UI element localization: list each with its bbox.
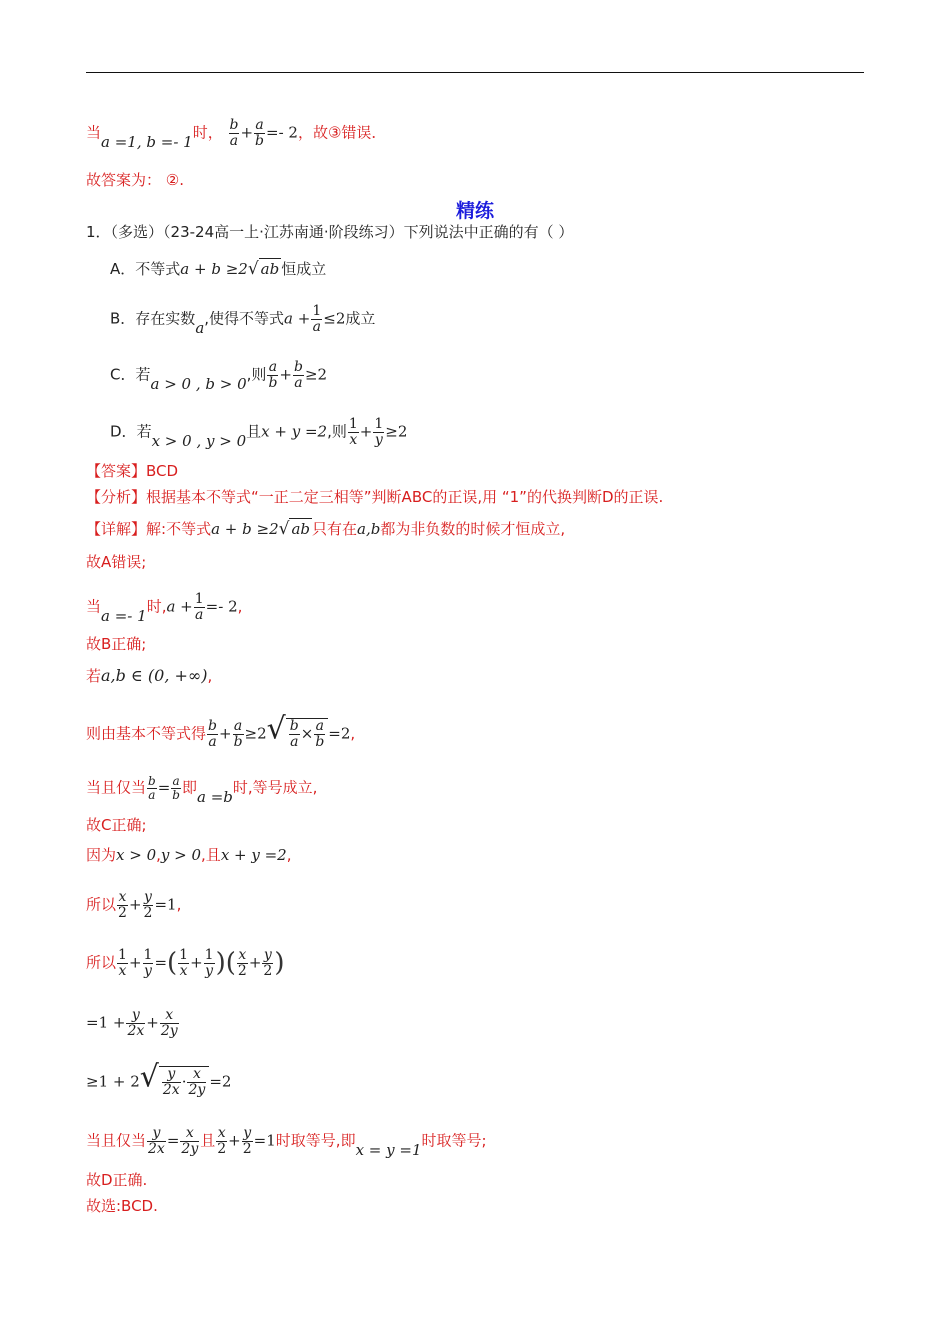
detail-line-12: =1 + $\frac{y}{2x}$ + $\frac{x}{2y}$ [86, 1007, 178, 1039]
detail-l1-ab: a,b [357, 520, 381, 538]
detail-line-11: 所以 $\frac{1}{x}$ + $\frac{1}{y}$ =( $\frac{1}{x}$ + $\frac{1}{y}$ )( $\frac{x}{2}$ + $\frac{y}{2}$ ) [86, 947, 285, 979]
detail-line-8: 故C正确; [86, 816, 147, 834]
frac-a-b: $\frac{a}{b}$ [255, 117, 265, 149]
detail-l6-b: , [350, 724, 356, 743]
top-case-line: 当a =1, b =- 1时， $\frac{b}{a}$ + $\frac{a}{b}$ =- 2，故③错误． [86, 117, 387, 151]
detail-l14-f: 时取等号; [421, 1131, 487, 1150]
frac-y-2x: $\frac{y}{2x}$ [148, 1125, 165, 1157]
option-d-text1: 若 [136, 422, 152, 441]
detail-l5-b: , [207, 667, 213, 685]
detail-l9-c1: , [156, 846, 161, 864]
detail-line-13: ≥1 + 2√ $\frac{y}{2x}$ · $\frac{x}{2y}$ =2 [86, 1059, 232, 1098]
detail-l6-a: 则由基本不等式得 [86, 724, 207, 743]
option-b-text2: ,使得不等式 [204, 309, 285, 328]
detail-l6-radicand: $\frac{b}{a}$ × $\frac{a}{b}$ [286, 718, 329, 749]
detail-line-15: 故D正确. [86, 1171, 148, 1189]
detail-line-4: 故B正确; [86, 635, 147, 653]
detail-l14-d: 时取等号,即 [275, 1131, 356, 1150]
option-b-text3: 成立 [345, 309, 376, 328]
frac-1-y: $\frac{1}{y}$ [374, 416, 384, 448]
option-c-text1: 若 [135, 365, 151, 384]
detail-l9-a: 因为 [86, 846, 117, 864]
detail-l6-m: ≥2 [244, 724, 267, 743]
detail-line-1: 【详解】解:不等式a + b ≥2√ ab 只有在a,b都为非负数的时候才恒成立, [86, 519, 566, 539]
frac-1-a: $\frac{1}{a}$ [194, 591, 204, 623]
detail-line-6: 则由基本不等式得 $\frac{b}{a}$ + $\frac{a}{b}$ ≥2√ $\frac{b}{a}$ × $\frac{a}{b}$ =2, [86, 711, 356, 750]
frac-b-a: $\frac{b}{a}$ [293, 359, 303, 391]
detail-l14-e: x = y =1 [355, 1140, 422, 1159]
detail-l7-b: 即 [181, 778, 197, 797]
option-a-math: a + b ≥2 [180, 260, 248, 278]
detail-l3-b: 时, [146, 597, 167, 616]
option-d-text3: ,则 [327, 422, 347, 441]
answer-value: BCD [146, 462, 179, 480]
frac-1-a: $\frac{1}{a}$ [312, 303, 322, 335]
frac-b-a: $\frac{b}{a}$ [208, 718, 217, 750]
frac-b-a: $\frac{b}{a}$ [148, 774, 156, 802]
answer-label: 【答案】 [86, 462, 147, 480]
detail-l14-a: 当且仅当 [86, 1131, 147, 1150]
option-a-text2: 恒成立 [281, 260, 327, 278]
option-b-var: a [195, 318, 205, 337]
detail-l1-c: 都为非负数的时候才恒成立, [380, 520, 566, 538]
frac-a-b: $\frac{a}{b}$ [268, 359, 278, 391]
top-case-tail: ，故③错误． [297, 123, 387, 142]
detail-l3-m2: =- 2 [205, 597, 238, 616]
detail-line-5 [86, 666, 212, 686]
option-d-cond2: x + y =2 [261, 422, 328, 441]
answer-line [86, 461, 178, 481]
detail-l10-b: , [176, 895, 182, 914]
frac-b-a: $\frac{b}{a}$ [229, 117, 239, 149]
top-case-when: 时， [192, 123, 223, 142]
frac-x-2y: $\frac{x}{2y}$ [160, 1007, 178, 1039]
option-a: A．不等式a + b ≥2√ ab 恒成立 [110, 259, 327, 279]
detail-l10-a: 所以 [86, 895, 117, 914]
detail-l13-a: ≥1 + 2 [86, 1072, 140, 1091]
top-case-prefix: 当 [86, 123, 102, 142]
detail-l5-math: a,b ∈ (0, +∞) [101, 666, 208, 685]
option-a-label: A． [110, 260, 136, 278]
frac-y-2x: $\frac{y}{2x}$ [127, 1007, 145, 1039]
analysis-line [86, 487, 663, 507]
detail-l9-m2: y > 0 [160, 846, 202, 864]
option-c: C．若a > 0 , b > 0,则 $\frac{a}{b}$ + $\frac{b}{a}$ ≥2 [110, 359, 328, 393]
frac-1-x: $\frac{1}{x}$ [118, 947, 127, 979]
option-a-text1: 不等式 [135, 260, 181, 278]
option-c-math-post: ≥2 [304, 365, 328, 384]
detail-l1-b: 只有在 [312, 520, 358, 538]
detail-label: 【详解】 [86, 520, 147, 538]
top-case-cond: a =1, b =- 1 [101, 132, 193, 151]
top-case-expr: =- 2 [266, 123, 298, 142]
frac-y-2: $\frac{y}{2}$ [143, 889, 153, 921]
option-b [110, 303, 376, 337]
option-d-text2: 且 [246, 422, 262, 441]
option-c-label: C． [110, 365, 136, 384]
frac-y-2: $\frac{y}{2}$ [242, 1125, 252, 1157]
header-rule [86, 72, 864, 73]
question-stem: 1．（多选）（23-24高一上·江苏南通·阶段练习）下列说法中正确的有（ ） [86, 223, 574, 241]
frac-x-2y: $\frac{x}{2y}$ [181, 1125, 199, 1157]
option-b-label: B． [110, 309, 136, 328]
option-b-math-post: ≤2 [323, 309, 346, 328]
detail-l7-c: a =b [196, 787, 233, 806]
detail-l7-d: 时,等号成立, [232, 778, 318, 797]
option-b-math-pre: a + [284, 309, 311, 328]
frac-a-b: $\frac{a}{b}$ [233, 718, 243, 750]
option-d: D．若x > 0 , y > 0且x + y =2,则 $\frac{1}{x}$ + $\frac{1}{y}$ ≥2 [110, 416, 408, 450]
detail-l3-c: , [237, 597, 243, 616]
detail-line-10: 所以 $\frac{x}{2}$ + $\frac{y}{2}$ =1, [86, 889, 182, 921]
detail-l14-b: 且 [200, 1131, 216, 1150]
detail-l9-m3: x + y =2 [220, 846, 287, 864]
detail-l9-m1: x > 0 [116, 846, 157, 864]
option-a-radicand: ab [260, 260, 280, 278]
detail-l11-a: 所以 [86, 953, 117, 972]
detail-l12-a: =1 + [86, 1013, 126, 1032]
option-c-text2: ,则 [246, 365, 267, 384]
detail-l14-c: =1 [253, 1131, 276, 1150]
detail-l13-radicand: $\frac{y}{2x}$ · $\frac{x}{2y}$ [159, 1066, 209, 1097]
detail-l3-a: 当 [86, 597, 102, 616]
detail-l6-m2: =2 [328, 724, 351, 743]
detail-l1-radicand: ab [291, 520, 310, 538]
section-title: 精练 [455, 200, 494, 222]
option-d-math-post: ≥2 [385, 422, 408, 441]
option-b-text1: 存在实数 [135, 309, 196, 328]
detail-line-16: 故选:BCD. [86, 1197, 158, 1215]
frac-1-y: $\frac{1}{y}$ [143, 947, 153, 979]
detail-l1-a: 解:不等式 [146, 520, 212, 538]
detail-l10-m: =1 [154, 895, 177, 914]
option-d-cond: x > 0 , y > 0 [151, 431, 247, 450]
detail-line-9 [86, 845, 292, 865]
detail-line-3 [86, 591, 243, 625]
frac-1-x: $\frac{1}{x}$ [348, 416, 358, 448]
detail-l3-cond: a =- 1 [101, 606, 147, 625]
analysis-text: 根据基本不等式“一正二定三相等”判断ABC的正误,用 “1”的代换判断D的正误. [146, 488, 664, 506]
detail-line-2: 故A错误; [86, 553, 147, 571]
detail-l9-c2: ,且 [201, 846, 221, 864]
option-c-cond: a > 0 , b > 0 [150, 374, 247, 393]
detail-l3-m1: a + [166, 597, 193, 616]
detail-l5-a: 若 [86, 667, 102, 685]
detail-l7-a: 当且仅当 [86, 778, 147, 797]
detail-line-7: 当且仅当 $\frac{b}{a}$ = $\frac{a}{b}$ 即a =b时,等号成立, [86, 774, 318, 806]
detail-line-14: 当且仅当 $\frac{y}{2x}$ = $\frac{x}{2y}$ 且 $\frac{x}{2}$ + $\frac{y}{2}$ =1时取等号,即x = y =1时取等号; [86, 1125, 487, 1159]
answer-prev: 故答案为： ②. [86, 171, 184, 189]
analysis-label: 【分析】 [86, 488, 147, 506]
detail-l13-b: =2 [209, 1072, 232, 1091]
frac-x-2: $\frac{x}{2}$ [217, 1125, 227, 1157]
frac-x-2: $\frac{x}{2}$ [118, 889, 127, 921]
detail-l9-c3: , [286, 846, 292, 864]
detail-l1-math: a + b ≥2 [211, 520, 279, 538]
option-d-label: D． [110, 422, 137, 441]
frac-a-b: $\frac{a}{b}$ [172, 774, 180, 802]
